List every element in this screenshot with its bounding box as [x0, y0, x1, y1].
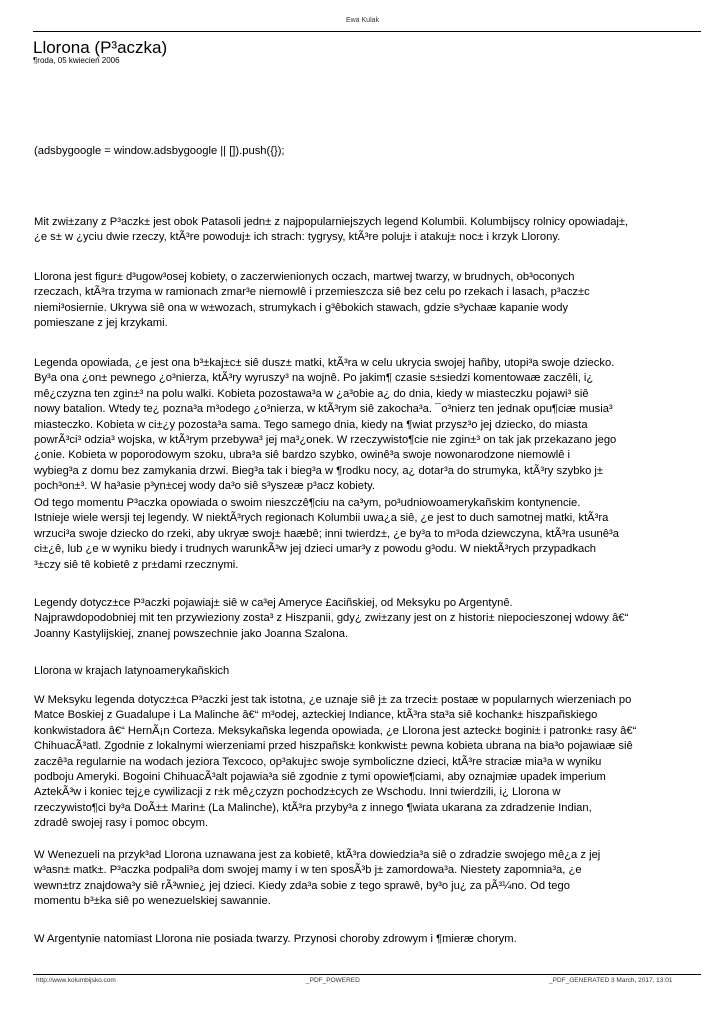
paragraph-line: pomieszane z jej krzykami. — [34, 317, 168, 330]
paragraph-line: Joanny Kastylijskiej, znanej powszechnie jako Joanna Szalona. — [34, 627, 349, 640]
paragraph-5 — [34, 596, 704, 642]
header-rule — [33, 31, 701, 32]
article-title: Llorona (P³aczka) — [33, 38, 168, 57]
paragraph-line: Od tego momentu P³aczka opowiada o swoim nieszczê¶ciu na ca³ym, po³udniowoamerykañskim kontynencie. — [34, 497, 581, 509]
paragraph-line: Legenda opowiada, ¿e jest ona b³±kaj±c± siê dusz± matki, ktÃ³ra w celu ukrycia swojej hañby, utopi³a swoje dziecko. — [34, 357, 615, 369]
paragraph-line: zdradê swojej rasy i pomoc obcym. — [34, 817, 209, 830]
paragraph-line: ¿onie. Kobieta w poporodowym szoku, ubra³a siê bardzo szybko, owinê³a swoje nowonarodzone niemowlê i — [34, 449, 571, 462]
section-heading-text: Llorona w krajach latynoamerykañskich — [34, 665, 230, 677]
paragraph-line: W Argentynie natomiast Llorona nie posiada twarzy. Przynosi choroby zdrowym i ¶mieræ chorym. — [34, 933, 517, 945]
paragraph-line: Istnieje wiele wersji tej legendy. W niektÃ³rych regionach Kolumbii uwa¿a siê, ¿e jest to duch samotnej matki, ktÃ³ra — [34, 512, 609, 525]
paragraph-line: wewn±trz znajdowa³y siê rÃ³wnie¿ jej dzieci. Kiedy zda³a sobie z tego sprawê, by³o ju¿ za pÃ³¼no. Od tego — [34, 879, 570, 892]
paragraph-line: wrzuci³a swoje dziecko do rzeki, aby ukryæ swoj± haæbê; inni twierdz±, ¿e by³a to m³oda dziewczyna, ktÃ³ra usunê³a — [34, 527, 619, 540]
paragraph-line: konkwistadora â€“ HernÃ¡n Corteza. Meksykañska legenda opowiada, ¿e Llorona jest azteck± bogini± i patronk± rasy â€“ — [34, 724, 637, 737]
article-date: ¶roda, 05 kwiecień 2006 — [33, 56, 120, 65]
paragraph-4 — [34, 496, 704, 573]
footer-rule — [33, 974, 701, 975]
footer-url-link[interactable]: http://www.kolumbijsko.com — [36, 977, 116, 984]
paragraph-line: poch³on±³. W ha³asie p³yn±cej wody da³o siê s³yszeæ p³acz kobiety. — [34, 480, 375, 493]
paragraph-line: miasteczko. Kobieta w ci±¿y pozosta³a sama. Tego samego dnia, kiedy na ¶wiat przysz³o jej dziecko, do miasta — [34, 418, 588, 431]
paragraph-line: niemi³osiernie. Ukrywa siê ona w w±wozach, strumykach i g³êbokich stawach, gdzie s³ychaæ kapanie wody — [34, 301, 569, 314]
paragraph-line: ci±¿ê, lub ¿e w wyniku biedy i trudnych warunkÃ³w jej dzieci umar³y z powodu g³odu. W niektÃ³rych przypadkach — [34, 543, 597, 556]
paragraph-3 — [34, 356, 704, 495]
paragraph-line: Matce Boskiej z Guadalupe i La Malinche â€“ m³odej, azteckiej Indiance, ktÃ³ra sta³a siê kochank± hiszpañskiego — [34, 709, 598, 722]
paragraph-line: By³a ona ¿on± pewnego ¿o³nierza, ktÃ³ry wyruszy³ na wojnê. Po jakim¶ czasie s±siedzi komentowaæ zaczêli, i¿ — [34, 372, 594, 385]
paragraph-line: W Wenezueli na przyk³ad Llorona uznawana jest za kobietê, ktÃ³ra dowiedzia³a siê o zdradzie swojego mê¿a z jej — [34, 849, 601, 861]
paragraph-line: rzeczach, ktÃ³ra trzyma w ramionach zmar³e niemowlê i przemieszcza siê bez celu po rzekach i lasach, p³acz±c — [34, 286, 590, 299]
paragraph-7 — [34, 848, 704, 910]
paragraph-line: AztekÃ³w i koniec tej¿e cywilizacji z r±k mê¿czyzn pochodz±cych ze Wschodu. Inni twierdzili, i¿ Llorona w — [34, 786, 561, 799]
paragraph-line: Najprawdopodobniej mit ten przywieziony zosta³ z Hiszpanii, gdy¿ zwi±zany jest on z histori± niepocieszonej wdowy â€“ — [34, 612, 629, 625]
paragraph-line: W Meksyku legenda dotycz±ca P³aczki jest tak istotna, ¿e uznaje siê j± za trzeci± postaæ w popularnych wierzeniach po — [34, 694, 632, 706]
paragraph-line: w³asn± matk±. P³aczka podpali³a dom swojej mamy i w ten sposÃ³b j± zamordowa³a. Niestety zapomnia³a, ¿e — [34, 864, 582, 877]
paragraph-line: rzeczywisto¶ci by³a DoÃ±± Marin± (La Malinche), ktÃ³ra przyby³a z innego ¶wiata ukarana za zdradzenie Indian, — [34, 801, 592, 814]
paragraph-6 — [34, 693, 704, 832]
footer-generated: _PDF_GENERATED 3 March, 2017, 13:01 — [549, 977, 673, 984]
paragraph-1 — [34, 215, 704, 246]
paragraph-line: ChihuacÃ³atl. Zgodnie z lokalnymi wierzeniami przed hiszpañsk± konkwist± pewna kobieta ubrana na bia³o pojawiaæ siê — [34, 740, 633, 753]
paragraph-line: mê¿czyzna ten zgin±³ na polu walki. Kobieta pozostawa³a w ¿a³obie a¿ do dnia, kiedy w miasteczku pojawi³ siê — [34, 387, 589, 400]
paragraph-line: Legendy dotycz±ce P³aczki pojawiaj± siê w ca³ej Ameryce £aciñskiej, od Meksyku po Argentynê. — [34, 597, 513, 609]
paragraph-line: Llorona jest figur± d³ugow³osej kobiety, o zaczerwienionych oczach, martwej twarzy, w brudnych, ob³oconych — [34, 271, 575, 283]
script-line: (adsbygoogle = window.adsbygoogle || []).push({}); — [34, 145, 285, 157]
paragraph-line: ¿e s± w ¿yciu dwie rzeczy, ktÃ³re powoduj± ich strach: tygrysy, ktÃ³re poluj± i atakuj± noc± i krzyk Llorony. — [34, 231, 561, 244]
paragraph-line: wybieg³a z domu bez zamykania drzwi. Bieg³a tak i bieg³a w ¶rodku nocy, a¿ dotar³a do strumyka, ktÃ³ry szybko j± — [34, 464, 604, 477]
paragraph-line: Mit zwi±zany z P³aczk± jest obok Patasoli jedn± z najpopularniejszych legend Kolumbii. Kolumbijscy rolnicy opowiadaj±, — [34, 216, 629, 228]
paragraph-line: nowy batalion. Wtedy te¿ pozna³a m³odego ¿o³nierza, w ktÃ³rym siê zakocha³a. ¯o³nierz ten jednak opu¶ciæ musia³ — [34, 403, 613, 416]
paragraph-2 — [34, 270, 704, 332]
footer-powered: _PDF_POWERED — [306, 977, 360, 984]
paragraph-line: ³±czy siê tê kobietê z pr±dami rzecznymi. — [34, 558, 239, 571]
paragraph-line: zaczê³a regularnie na wodach jeziora Texcoco, op³akuj±c swoje symboliczne dzieci, ktÃ³re straciæ mia³a w wyniku — [34, 755, 602, 768]
paragraph-line: powrÃ³ci³ odzia³ wojska, w ktÃ³rym przebywa³ jej ma³¿onek. W rzeczywisto¶cie nie zgin±³ on tak jak przekazano jego — [34, 434, 617, 447]
paragraph-8 — [34, 932, 704, 947]
section-heading — [34, 664, 704, 679]
header-author: Ewa Kulak — [345, 17, 380, 24]
paragraph-line: podboju Ameryki. Bogoini ChihuacÃ³alt pojawia³a siê zgodnie z tymi opowie¶ciami, aby oznajmiæ upadek imperium — [34, 771, 606, 784]
paragraph-line: momentu b³±ka siê po wenezuelskiej sawannie. — [34, 895, 271, 908]
